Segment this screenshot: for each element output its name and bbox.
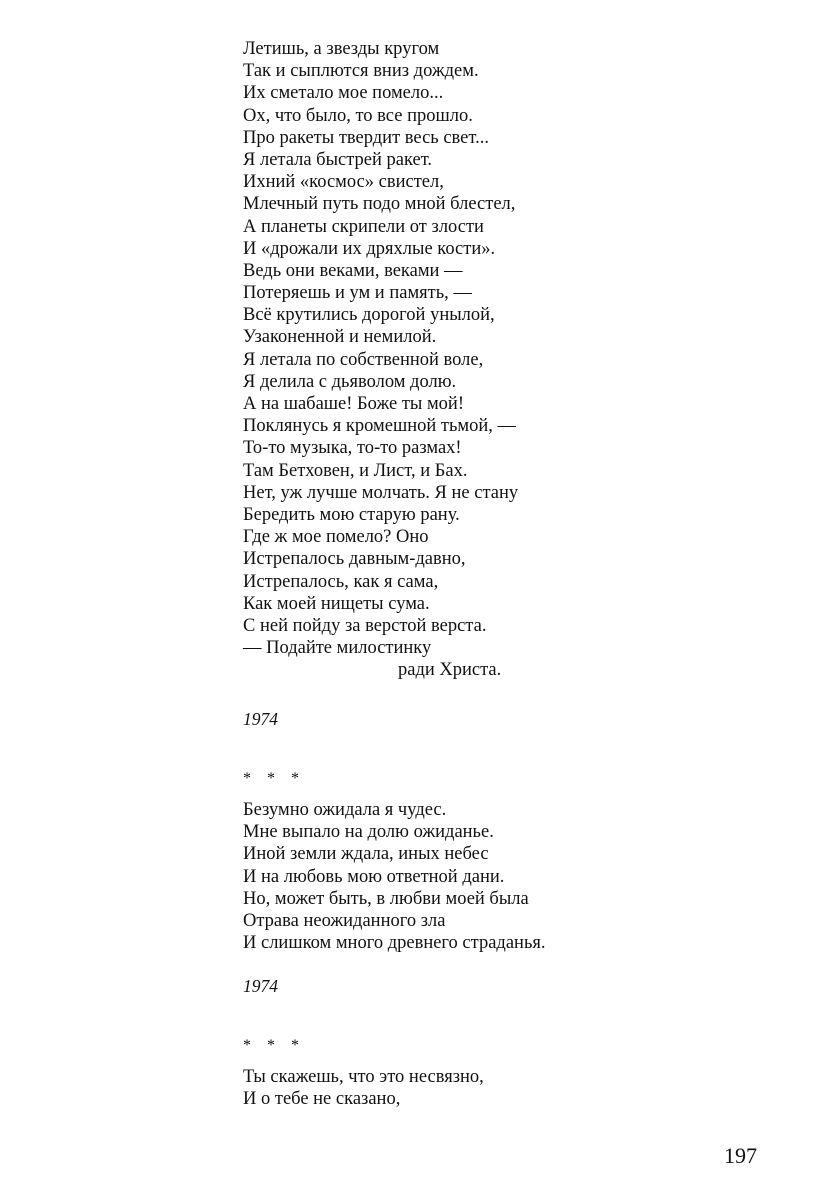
section-separator-stars: * * *: [243, 1037, 305, 1054]
poem-line: Я летала быстрей ракет.: [243, 149, 433, 170]
poem-line: Нет, уж лучше молчать. Я не стану: [243, 482, 519, 503]
poem-line: Узаконенной и немилой.: [243, 327, 437, 348]
poem-3: [243, 1066, 663, 1110]
poem-line: Но, может быть, в любви моей была: [243, 888, 529, 909]
poem-line: Где ж мое помело? Оно: [243, 527, 429, 548]
poem-2: [243, 799, 663, 954]
poem-line: Летишь, а звезды кругом: [243, 39, 440, 59]
poem-line: Бередить мою старую рану.: [243, 504, 460, 525]
poem-line: Ох, что было, то все прошло.: [243, 105, 473, 126]
poem-1: [243, 38, 663, 681]
poem-line: То-то музыка, то-то размах!: [243, 438, 462, 459]
poem-line: Потеряешь и ум и память, —: [243, 283, 472, 304]
poem-line: Млечный путь подо мной блестел,: [243, 194, 516, 215]
poem-line: А на шабаше! Боже ты мой!: [243, 394, 464, 414]
poem-line: Ихний «космос» свистел,: [243, 172, 444, 193]
poem-line: Иной земли ждала, иных небес: [243, 844, 489, 865]
section-separator-stars: * * *: [243, 770, 305, 787]
poem-line: И слишком много древнего страданья.: [243, 933, 546, 954]
poem-1-date: 1974: [243, 709, 278, 729]
poem-line: И на любовь мою ответной дани.: [243, 866, 505, 887]
poem-line: Ты скажешь, что это несвязно,: [243, 1067, 484, 1087]
poem-line: Безумно ожидала я чудес.: [243, 800, 447, 820]
poem-line: Отрава неожиданного зла: [243, 910, 446, 931]
poem-line: Всё крутились дорогой унылой,: [243, 305, 495, 326]
poem-line: Поклянусь я кромешной тьмой, —: [243, 416, 517, 437]
poem-line: И о тебе не сказано,: [243, 1089, 401, 1110]
poem-line: Истрепалось, как я сама,: [243, 571, 439, 592]
poem-line: Я летала по собственной воле,: [243, 349, 484, 370]
page-number: 197: [724, 1143, 757, 1168]
poem-line: Истрепалось давным-давно,: [243, 549, 466, 570]
poem-line: Их сметало мое помело...: [243, 83, 444, 104]
poem-line: — Подайте милостинку: [243, 638, 432, 659]
poem-line: Мне выпало на долю ожиданье.: [243, 822, 494, 843]
poem-line: Как моей нищеты сума.: [243, 593, 430, 614]
poem-line: Про ракеты твердит весь свет...: [243, 127, 489, 148]
poem-line: Я делила с дьяволом долю.: [243, 371, 457, 392]
poem-line: Так и сыплются вниз дождем.: [243, 61, 479, 82]
poem-2-date: 1974: [243, 976, 278, 996]
poem-line: Ведь они веками, веками —: [243, 260, 463, 281]
poem-line: А планеты скрипели от злости: [243, 216, 484, 237]
poem-line: Там Бетховен, и Лист, и Бах.: [243, 460, 468, 481]
poem-line: С ней пойду за верстой верста.: [243, 615, 487, 636]
poem-line: И «дрожали их дряхлые кости».: [243, 238, 496, 259]
poem-line-indented: ради Христа.: [398, 660, 502, 681]
